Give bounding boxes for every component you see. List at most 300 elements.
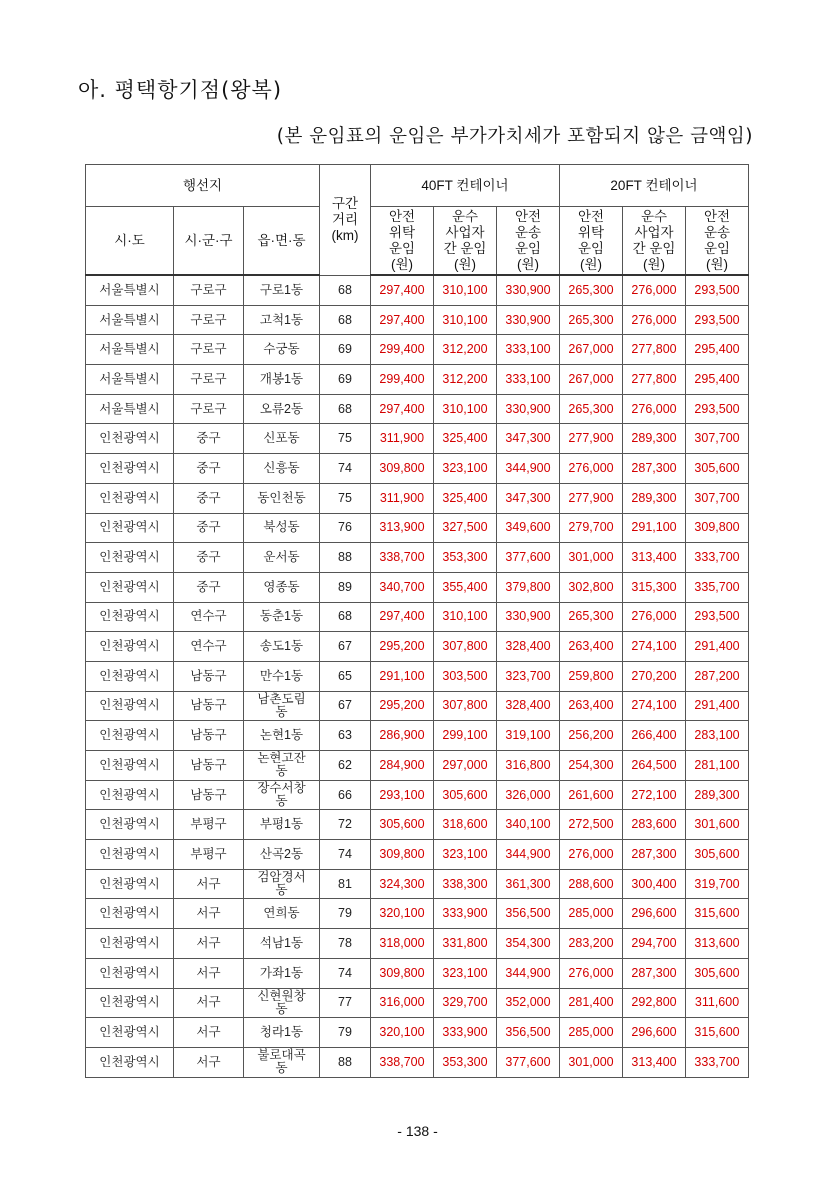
ft20-safe-transport-cell: 315,600 xyxy=(686,899,749,929)
distance-cell: 68 xyxy=(320,602,371,632)
ft20-carrier-cell: 289,300 xyxy=(623,424,686,454)
ft20-safe-transport-cell: 307,700 xyxy=(686,424,749,454)
sigungu-cell: 중구 xyxy=(174,513,244,543)
ft20-safe-transport-cell: 313,600 xyxy=(686,929,749,959)
ft20-safe-consign-cell: 263,400 xyxy=(560,691,623,721)
dong-cell: 검암경서 동 xyxy=(244,869,320,899)
ft40-carrier-cell: 333,900 xyxy=(434,899,497,929)
sigungu-cell: 남동구 xyxy=(174,780,244,810)
distance-cell: 72 xyxy=(320,810,371,840)
ft20-carrier-cell: 287,300 xyxy=(623,958,686,988)
dong-cell: 고척1동 xyxy=(244,305,320,335)
sido-cell: 인천광역시 xyxy=(86,424,174,454)
fare-table xyxy=(85,164,749,1078)
ft40-safe-transport-cell: 328,400 xyxy=(497,632,560,662)
ft40-carrier-cell: 325,400 xyxy=(434,424,497,454)
ft40-carrier-cell: 307,800 xyxy=(434,691,497,721)
ft40-header: 40FT 컨테이너 xyxy=(371,165,560,207)
sigungu-cell: 구로구 xyxy=(174,305,244,335)
ft40-safe-consign-cell: 293,100 xyxy=(371,780,434,810)
sido-cell: 인천광역시 xyxy=(86,840,174,870)
ft20-safe-transport-cell: 333,700 xyxy=(686,1047,749,1077)
sido-header: 시·도 xyxy=(86,207,174,276)
sigungu-cell: 남동구 xyxy=(174,661,244,691)
sido-cell: 인천광역시 xyxy=(86,1018,174,1048)
distance-cell: 79 xyxy=(320,899,371,929)
table-row xyxy=(86,305,749,335)
ft40-carrier-cell: 312,200 xyxy=(434,335,497,365)
ft40-safe-consign-cell: 284,900 xyxy=(371,751,434,781)
ft40-carrier-cell: 310,100 xyxy=(434,394,497,424)
ft20-safe-consign-cell: 276,000 xyxy=(560,840,623,870)
ft40-carrier-cell: 312,200 xyxy=(434,365,497,395)
ft20-carrier-cell: 277,800 xyxy=(623,335,686,365)
distance-cell: 63 xyxy=(320,721,371,751)
fare-table-body xyxy=(86,275,749,1077)
ft20-safe-transport-cell: 307,700 xyxy=(686,483,749,513)
sido-cell: 서울특별시 xyxy=(86,365,174,395)
distance-cell: 62 xyxy=(320,751,371,781)
ft20-carrier-cell: 300,400 xyxy=(623,869,686,899)
sido-cell: 인천광역시 xyxy=(86,869,174,899)
ft20-carrier-cell: 287,300 xyxy=(623,840,686,870)
sigungu-cell: 구로구 xyxy=(174,275,244,305)
ft20-carrier-cell: 276,000 xyxy=(623,275,686,305)
table-row xyxy=(86,899,749,929)
ft40-safe-consign-cell: 299,400 xyxy=(371,365,434,395)
ft20-carrier-cell: 266,400 xyxy=(623,721,686,751)
table-row xyxy=(86,751,749,781)
ft40-carrier-cell: 310,100 xyxy=(434,602,497,632)
sido-cell: 인천광역시 xyxy=(86,988,174,1018)
table-row xyxy=(86,632,749,662)
ft20-safe-transport-cell: 289,300 xyxy=(686,780,749,810)
ft20-safe-consign-cell: 263,400 xyxy=(560,632,623,662)
ft40-safe-transport-cell: 330,900 xyxy=(497,305,560,335)
ft40-safe-consign-cell: 297,400 xyxy=(371,602,434,632)
ft40-safe-consign-cell: 338,700 xyxy=(371,543,434,573)
distance-cell: 89 xyxy=(320,572,371,602)
sigungu-cell: 서구 xyxy=(174,1047,244,1077)
sigungu-cell: 서구 xyxy=(174,988,244,1018)
table-row xyxy=(86,840,749,870)
sigungu-cell: 남동구 xyxy=(174,721,244,751)
ft20-safe-transport-cell: 281,100 xyxy=(686,751,749,781)
ft20-safe-consign-cell: 276,000 xyxy=(560,454,623,484)
eupmyeondong-header: 읍·면·동 xyxy=(244,207,320,276)
sigungu-cell: 부평구 xyxy=(174,840,244,870)
ft40-safe-consign-cell: 313,900 xyxy=(371,513,434,543)
sido-cell: 인천광역시 xyxy=(86,929,174,959)
ft40-carrier-cell: 327,500 xyxy=(434,513,497,543)
dong-cell: 연희동 xyxy=(244,899,320,929)
ft40-safe-consign-cell: 316,000 xyxy=(371,988,434,1018)
dong-cell: 석남1동 xyxy=(244,929,320,959)
ft20-safe-transport-cell: 295,400 xyxy=(686,335,749,365)
ft20-safe-consign-cell: 281,400 xyxy=(560,988,623,1018)
ft20-carrier-cell: 274,100 xyxy=(623,691,686,721)
ft40-safe-transport-cell: 356,500 xyxy=(497,899,560,929)
sido-cell: 인천광역시 xyxy=(86,454,174,484)
table-row xyxy=(86,691,749,721)
ft20-safe-consign-cell: 261,600 xyxy=(560,780,623,810)
distance-cell: 65 xyxy=(320,661,371,691)
ft40-safe-consign-cell: 299,400 xyxy=(371,335,434,365)
ft20-carrier-cell: 277,800 xyxy=(623,365,686,395)
ft40-safe-consign-cell: 297,400 xyxy=(371,394,434,424)
ft40-safe-consign-cell: 309,800 xyxy=(371,454,434,484)
ft40-carrier-cell: 329,700 xyxy=(434,988,497,1018)
sido-cell: 서울특별시 xyxy=(86,394,174,424)
ft20-safe-consign-cell: 279,700 xyxy=(560,513,623,543)
sigungu-cell: 중구 xyxy=(174,424,244,454)
distance-cell: 75 xyxy=(320,424,371,454)
ft40-safe-consign-cell: 311,900 xyxy=(371,424,434,454)
ft40-safe-transport-cell: 328,400 xyxy=(497,691,560,721)
ft40-carrier-cell: 325,400 xyxy=(434,483,497,513)
dong-cell: 부평1동 xyxy=(244,810,320,840)
table-row xyxy=(86,780,749,810)
dong-cell: 청라1동 xyxy=(244,1018,320,1048)
table-row xyxy=(86,602,749,632)
route-header: 행선지 xyxy=(86,165,320,207)
ft20-carrier-cell: 291,100 xyxy=(623,513,686,543)
sigungu-cell: 서구 xyxy=(174,899,244,929)
ft40-safe-transport-cell: 347,300 xyxy=(497,424,560,454)
sigungu-cell: 서구 xyxy=(174,1018,244,1048)
sigungu-cell: 남동구 xyxy=(174,751,244,781)
ft40-safe-transport-header: 안전 운송 운임 (원) xyxy=(497,207,560,276)
dong-cell: 송도1동 xyxy=(244,632,320,662)
ft20-safe-consign-cell: 259,800 xyxy=(560,661,623,691)
sido-cell: 인천광역시 xyxy=(86,632,174,662)
ft40-safe-transport-cell: 352,000 xyxy=(497,988,560,1018)
dong-cell: 영종동 xyxy=(244,572,320,602)
ft20-carrier-cell: 315,300 xyxy=(623,572,686,602)
ft20-safe-transport-cell: 319,700 xyxy=(686,869,749,899)
table-row xyxy=(86,424,749,454)
distance-cell: 88 xyxy=(320,1047,371,1077)
ft20-safe-consign-cell: 276,000 xyxy=(560,958,623,988)
ft20-safe-transport-cell: 305,600 xyxy=(686,958,749,988)
ft20-safe-transport-header: 안전 운송 운임 (원) xyxy=(686,207,749,276)
ft20-safe-consign-cell: 272,500 xyxy=(560,810,623,840)
ft40-safe-transport-cell: 326,000 xyxy=(497,780,560,810)
distance-cell: 68 xyxy=(320,275,371,305)
ft20-safe-transport-cell: 301,600 xyxy=(686,810,749,840)
section-heading: 아. 평택항기점(왕복) xyxy=(78,78,283,102)
sido-cell: 인천광역시 xyxy=(86,958,174,988)
table-row xyxy=(86,394,749,424)
ft40-safe-transport-cell: 323,700 xyxy=(497,661,560,691)
sido-cell: 인천광역시 xyxy=(86,572,174,602)
ft20-carrier-header: 운수 사업자 간 운임 (원) xyxy=(623,207,686,276)
ft20-carrier-cell: 296,600 xyxy=(623,899,686,929)
ft20-safe-consign-cell: 285,000 xyxy=(560,1018,623,1048)
ft40-safe-consign-cell: 297,400 xyxy=(371,275,434,305)
ft40-carrier-header: 운수 사업자 간 운임 (원) xyxy=(434,207,497,276)
ft20-carrier-cell: 264,500 xyxy=(623,751,686,781)
sigungu-cell: 연수구 xyxy=(174,602,244,632)
ft40-carrier-cell: 355,400 xyxy=(434,572,497,602)
distance-cell: 76 xyxy=(320,513,371,543)
ft40-carrier-cell: 303,500 xyxy=(434,661,497,691)
table-row xyxy=(86,365,749,395)
ft40-safe-consign-cell: 309,800 xyxy=(371,958,434,988)
sido-cell: 인천광역시 xyxy=(86,721,174,751)
ft40-safe-transport-cell: 344,900 xyxy=(497,958,560,988)
ft20-safe-consign-cell: 256,200 xyxy=(560,721,623,751)
ft20-safe-transport-cell: 333,700 xyxy=(686,543,749,573)
ft20-safe-transport-cell: 305,600 xyxy=(686,454,749,484)
ft40-carrier-cell: 305,600 xyxy=(434,780,497,810)
ft40-safe-transport-cell: 340,100 xyxy=(497,810,560,840)
sigungu-cell: 중구 xyxy=(174,454,244,484)
ft20-safe-consign-cell: 285,000 xyxy=(560,899,623,929)
ft20-safe-transport-cell: 291,400 xyxy=(686,632,749,662)
ft20-carrier-cell: 313,400 xyxy=(623,543,686,573)
ft40-safe-consign-cell: 286,900 xyxy=(371,721,434,751)
distance-cell: 67 xyxy=(320,632,371,662)
ft40-carrier-cell: 310,100 xyxy=(434,275,497,305)
ft40-safe-consign-cell: 340,700 xyxy=(371,572,434,602)
sigungu-cell: 부평구 xyxy=(174,810,244,840)
distance-cell: 74 xyxy=(320,454,371,484)
ft40-safe-consign-cell: 305,600 xyxy=(371,810,434,840)
table-row xyxy=(86,513,749,543)
ft40-carrier-cell: 338,300 xyxy=(434,869,497,899)
ft20-safe-transport-cell: 287,200 xyxy=(686,661,749,691)
dong-cell: 논현고잔 동 xyxy=(244,751,320,781)
ft20-carrier-cell: 270,200 xyxy=(623,661,686,691)
ft40-safe-transport-cell: 333,100 xyxy=(497,365,560,395)
table-row xyxy=(86,1018,749,1048)
ft40-safe-consign-cell: 295,200 xyxy=(371,691,434,721)
ft40-safe-consign-cell: 311,900 xyxy=(371,483,434,513)
ft20-safe-transport-cell: 293,500 xyxy=(686,602,749,632)
ft20-safe-transport-cell: 293,500 xyxy=(686,394,749,424)
sido-cell: 서울특별시 xyxy=(86,335,174,365)
sido-cell: 인천광역시 xyxy=(86,661,174,691)
ft40-safe-transport-cell: 377,600 xyxy=(497,1047,560,1077)
distance-cell: 74 xyxy=(320,840,371,870)
ft20-safe-consign-cell: 277,900 xyxy=(560,483,623,513)
dong-cell: 신현원창 동 xyxy=(244,988,320,1018)
ft20-safe-transport-cell: 293,500 xyxy=(686,305,749,335)
distance-cell: 78 xyxy=(320,929,371,959)
table-row xyxy=(86,454,749,484)
table-row xyxy=(86,988,749,1018)
ft20-carrier-cell: 276,000 xyxy=(623,305,686,335)
dong-cell: 오류2동 xyxy=(244,394,320,424)
ft20-safe-consign-header: 안전 위탁 운임 (원) xyxy=(560,207,623,276)
sigungu-cell: 서구 xyxy=(174,869,244,899)
ft40-safe-consign-cell: 318,000 xyxy=(371,929,434,959)
dong-cell: 개봉1동 xyxy=(244,365,320,395)
dong-cell: 구로1동 xyxy=(244,275,320,305)
table-row xyxy=(86,275,749,305)
ft40-safe-consign-cell: 324,300 xyxy=(371,869,434,899)
vat-note: (본 운임표의 운임은 부가가치세가 포함되지 않은 금액임) xyxy=(276,126,753,147)
ft20-safe-consign-cell: 301,000 xyxy=(560,1047,623,1077)
ft40-safe-transport-cell: 319,100 xyxy=(497,721,560,751)
dong-cell: 불로대곡 동 xyxy=(244,1047,320,1077)
ft40-safe-consign-cell: 295,200 xyxy=(371,632,434,662)
table-row xyxy=(86,335,749,365)
sigungu-cell: 서구 xyxy=(174,958,244,988)
ft40-safe-transport-cell: 379,800 xyxy=(497,572,560,602)
sido-cell: 인천광역시 xyxy=(86,810,174,840)
ft40-carrier-cell: 323,100 xyxy=(434,454,497,484)
dong-cell: 운서동 xyxy=(244,543,320,573)
ft20-carrier-cell: 274,100 xyxy=(623,632,686,662)
ft20-safe-consign-cell: 277,900 xyxy=(560,424,623,454)
distance-cell: 75 xyxy=(320,483,371,513)
ft20-carrier-cell: 276,000 xyxy=(623,394,686,424)
ft40-carrier-cell: 353,300 xyxy=(434,543,497,573)
ft40-safe-transport-cell: 330,900 xyxy=(497,275,560,305)
ft40-carrier-cell: 318,600 xyxy=(434,810,497,840)
ft40-safe-transport-cell: 330,900 xyxy=(497,602,560,632)
dong-cell: 동인천동 xyxy=(244,483,320,513)
distance-cell: 69 xyxy=(320,365,371,395)
sigungu-cell: 서구 xyxy=(174,929,244,959)
ft20-safe-transport-cell: 291,400 xyxy=(686,691,749,721)
sigungu-cell: 구로구 xyxy=(174,365,244,395)
sigungu-cell: 구로구 xyxy=(174,394,244,424)
ft40-safe-consign-cell: 338,700 xyxy=(371,1047,434,1077)
dong-cell: 만수1동 xyxy=(244,661,320,691)
ft40-safe-transport-cell: 344,900 xyxy=(497,454,560,484)
sigungu-cell: 중구 xyxy=(174,572,244,602)
sido-cell: 서울특별시 xyxy=(86,275,174,305)
distance-cell: 68 xyxy=(320,305,371,335)
sigungu-cell: 중구 xyxy=(174,543,244,573)
table-row xyxy=(86,543,749,573)
sigungu-cell: 구로구 xyxy=(174,335,244,365)
distance-cell: 67 xyxy=(320,691,371,721)
ft40-safe-transport-cell: 349,600 xyxy=(497,513,560,543)
sigungu-cell: 중구 xyxy=(174,483,244,513)
ft20-safe-consign-cell: 267,000 xyxy=(560,335,623,365)
ft40-safe-consign-cell: 320,100 xyxy=(371,1018,434,1048)
distance-cell: 66 xyxy=(320,780,371,810)
ft20-safe-consign-cell: 265,300 xyxy=(560,602,623,632)
sido-cell: 인천광역시 xyxy=(86,751,174,781)
sido-cell: 인천광역시 xyxy=(86,513,174,543)
ft20-carrier-cell: 272,100 xyxy=(623,780,686,810)
ft20-safe-consign-cell: 301,000 xyxy=(560,543,623,573)
dong-cell: 가좌1동 xyxy=(244,958,320,988)
ft40-safe-transport-cell: 330,900 xyxy=(497,394,560,424)
sido-cell: 인천광역시 xyxy=(86,483,174,513)
ft40-safe-consign-cell: 291,100 xyxy=(371,661,434,691)
ft20-safe-transport-cell: 335,700 xyxy=(686,572,749,602)
page-number: - 138 - xyxy=(397,1123,438,1139)
ft40-carrier-cell: 323,100 xyxy=(434,840,497,870)
ft20-carrier-cell: 276,000 xyxy=(623,602,686,632)
table-row xyxy=(86,661,749,691)
ft40-safe-transport-cell: 361,300 xyxy=(497,869,560,899)
ft20-safe-consign-cell: 265,300 xyxy=(560,305,623,335)
table-row xyxy=(86,1047,749,1077)
dong-cell: 신포동 xyxy=(244,424,320,454)
ft20-safe-consign-cell: 265,300 xyxy=(560,275,623,305)
distance-cell: 81 xyxy=(320,869,371,899)
ft20-carrier-cell: 283,600 xyxy=(623,810,686,840)
ft40-safe-transport-cell: 356,500 xyxy=(497,1018,560,1048)
ft20-safe-transport-cell: 309,800 xyxy=(686,513,749,543)
ft20-carrier-cell: 289,300 xyxy=(623,483,686,513)
sido-cell: 인천광역시 xyxy=(86,1047,174,1077)
ft20-safe-transport-cell: 315,600 xyxy=(686,1018,749,1048)
sido-cell: 인천광역시 xyxy=(86,899,174,929)
ft20-safe-transport-cell: 305,600 xyxy=(686,840,749,870)
ft20-carrier-cell: 287,300 xyxy=(623,454,686,484)
ft40-safe-consign-cell: 309,800 xyxy=(371,840,434,870)
dong-cell: 신흥동 xyxy=(244,454,320,484)
ft40-safe-transport-cell: 347,300 xyxy=(497,483,560,513)
ft20-carrier-cell: 296,600 xyxy=(623,1018,686,1048)
ft20-safe-consign-cell: 254,300 xyxy=(560,751,623,781)
table-row xyxy=(86,869,749,899)
sido-cell: 인천광역시 xyxy=(86,602,174,632)
table-row xyxy=(86,929,749,959)
sido-cell: 서울특별시 xyxy=(86,305,174,335)
ft40-safe-consign-cell: 320,100 xyxy=(371,899,434,929)
ft40-carrier-cell: 353,300 xyxy=(434,1047,497,1077)
table-row xyxy=(86,810,749,840)
ft20-carrier-cell: 294,700 xyxy=(623,929,686,959)
ft20-safe-consign-cell: 283,200 xyxy=(560,929,623,959)
ft20-safe-transport-cell: 295,400 xyxy=(686,365,749,395)
table-row xyxy=(86,483,749,513)
distance-cell: 68 xyxy=(320,394,371,424)
table-row xyxy=(86,721,749,751)
ft20-header: 20FT 컨테이너 xyxy=(560,165,749,207)
distance-cell: 74 xyxy=(320,958,371,988)
ft40-safe-transport-cell: 354,300 xyxy=(497,929,560,959)
dong-cell: 수궁동 xyxy=(244,335,320,365)
ft20-safe-consign-cell: 265,300 xyxy=(560,394,623,424)
distance-cell: 77 xyxy=(320,988,371,1018)
distance-header: 구간 거리 (km) xyxy=(320,165,371,276)
ft20-safe-consign-cell: 302,800 xyxy=(560,572,623,602)
sido-cell: 인천광역시 xyxy=(86,543,174,573)
sido-cell: 인천광역시 xyxy=(86,691,174,721)
ft40-carrier-cell: 331,800 xyxy=(434,929,497,959)
ft40-carrier-cell: 297,000 xyxy=(434,751,497,781)
sido-cell: 인천광역시 xyxy=(86,780,174,810)
ft40-carrier-cell: 299,100 xyxy=(434,721,497,751)
distance-cell: 88 xyxy=(320,543,371,573)
ft20-carrier-cell: 292,800 xyxy=(623,988,686,1018)
sigungu-cell: 연수구 xyxy=(174,632,244,662)
dong-cell: 동춘1동 xyxy=(244,602,320,632)
ft40-safe-transport-cell: 333,100 xyxy=(497,335,560,365)
dong-cell: 북성동 xyxy=(244,513,320,543)
sigungu-header: 시·군·구 xyxy=(174,207,244,276)
dong-cell: 장수서창 동 xyxy=(244,780,320,810)
dong-cell: 논현1동 xyxy=(244,721,320,751)
ft40-carrier-cell: 310,100 xyxy=(434,305,497,335)
ft40-safe-transport-cell: 377,600 xyxy=(497,543,560,573)
ft40-carrier-cell: 333,900 xyxy=(434,1018,497,1048)
table-row xyxy=(86,572,749,602)
ft20-safe-consign-cell: 267,000 xyxy=(560,365,623,395)
dong-cell: 남촌도림 동 xyxy=(244,691,320,721)
ft20-safe-consign-cell: 288,600 xyxy=(560,869,623,899)
